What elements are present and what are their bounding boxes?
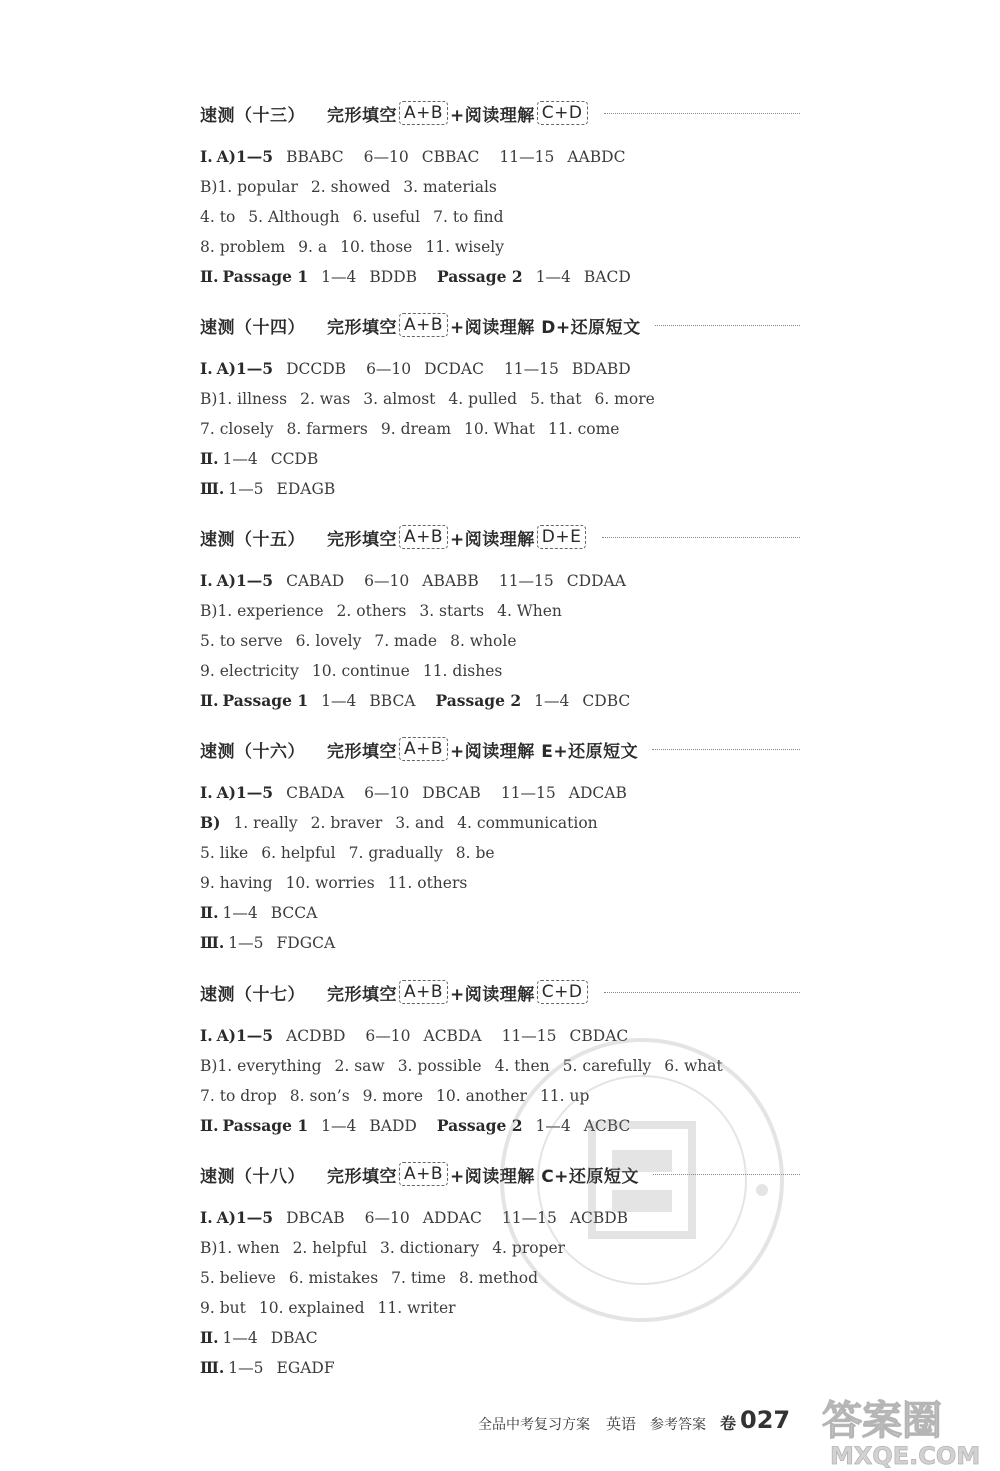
answer-range: 11—15 (503, 360, 559, 378)
section-15 (200, 522, 800, 716)
roman-numeral: Ⅱ. (200, 691, 219, 710)
answer-word: 7. to drop (200, 1087, 277, 1105)
answer-word: 11. others (387, 874, 468, 892)
answer-word: 2. others (336, 602, 407, 620)
answer-line (200, 172, 800, 202)
answer-word: 1. really (233, 814, 298, 832)
answer-range: A)1—5 (216, 571, 274, 590)
answer-range: 1—4 (535, 268, 571, 286)
answer-word: 4. proper (492, 1239, 566, 1257)
section-heading (200, 734, 800, 764)
answer-range: 1—4 (534, 692, 570, 710)
answer-line (200, 686, 800, 716)
answer-line (200, 626, 800, 656)
answer-word: 7. gradually (348, 844, 443, 862)
answer-word: 7. closely (200, 420, 274, 438)
roman-numeral: Ⅰ. (200, 783, 213, 802)
answer-line (200, 898, 800, 928)
section-14 (200, 310, 800, 504)
dotted-rule (604, 992, 800, 993)
footer-type: 参考答案 (650, 1417, 707, 1433)
heading-boxed-part: D+E (537, 525, 587, 549)
answer-word: 3. almost (363, 390, 436, 408)
answer-key: ABABB (422, 572, 479, 590)
watermark-line1: 答案圈 (822, 1398, 942, 1444)
answer-word: 5. carefully (562, 1057, 652, 1075)
answer-word: 5. to serve (200, 632, 283, 650)
answer-line (200, 232, 800, 262)
answer-range: 1—5 (228, 1359, 264, 1377)
answer-key: ACDBD (286, 1027, 346, 1045)
section-16 (200, 734, 800, 958)
passage-label: Passage 2 (436, 1116, 523, 1135)
answer-word: 8. be (455, 844, 495, 862)
answer-word: 4. pulled (448, 390, 518, 408)
roman-numeral: Ⅲ. (200, 479, 225, 498)
answer-word: 2. showed (310, 178, 391, 196)
answer-range: 1—4 (222, 904, 258, 922)
answer-word: 4. then (494, 1057, 550, 1075)
answer-range: A)1—5 (216, 1026, 274, 1045)
answer-key: DBCAB (286, 1209, 345, 1227)
answer-word: 9. but (200, 1299, 246, 1317)
answer-key: AABDC (567, 148, 626, 166)
answer-key: CABAD (286, 572, 345, 590)
answer-key: BCCA (270, 904, 318, 922)
answer-line (200, 566, 800, 596)
answer-word: 11. dishes (422, 662, 503, 680)
answer-word: 7. time (391, 1269, 446, 1287)
section-heading (200, 977, 800, 1007)
answer-line (200, 414, 800, 444)
answer-word: 9. more (362, 1087, 423, 1105)
answer-word: 8. son’s (289, 1087, 350, 1105)
answer-word: 9. electricity (200, 662, 299, 680)
answer-key: ADCAB (568, 784, 627, 802)
answer-range: 11—15 (499, 148, 555, 166)
answer-key: DCCDB (286, 360, 347, 378)
answer-word: 3. dictionary (380, 1239, 480, 1257)
answer-range: 6—10 (364, 1209, 410, 1227)
section-title: 速测（十六） (200, 741, 305, 762)
answer-line (200, 596, 800, 626)
answer-range: 6—10 (364, 572, 410, 590)
answer-range: 1—4 (222, 450, 258, 468)
heading-part: +阅读理解 C+还原短文 (450, 1166, 639, 1187)
heading-part: 完形填空 (327, 1166, 397, 1187)
roman-numeral: Ⅲ. (200, 1358, 225, 1377)
answer-range: A)1—5 (216, 1208, 274, 1227)
heading-part: 完形填空 (327, 984, 397, 1005)
passage-label: Passage 1 (222, 1116, 309, 1135)
heading-part: 完形填空 (327, 317, 397, 338)
answer-word: 8. farmers (286, 420, 368, 438)
answer-range: 6—10 (365, 1027, 411, 1045)
answer-word: 11. come (548, 420, 620, 438)
answer-range: 1—4 (535, 1117, 571, 1135)
answer-key: CCDB (270, 450, 319, 468)
answer-word: 7. to find (433, 208, 504, 226)
answer-word: 6. helpful (261, 844, 336, 862)
answer-range: 1—4 (222, 1329, 258, 1347)
dotted-rule (652, 749, 800, 750)
answer-range: 1—4 (321, 268, 357, 286)
answer-range: 6—10 (366, 360, 412, 378)
answer-key: BACD (583, 268, 631, 286)
section-title: 速测（十七） (200, 984, 305, 1005)
answer-line (200, 262, 800, 292)
heading-boxed-part: C+D (537, 101, 588, 125)
heading-part: +阅读理解 E+还原短文 (450, 741, 639, 762)
answer-key: EDAGB (276, 480, 336, 498)
page-footer (478, 1400, 790, 1434)
answer-word: 2. was (300, 390, 351, 408)
answer-word: 5. Although (248, 208, 340, 226)
passage-label: Passage 1 (222, 267, 309, 286)
answer-word: 3. materials (403, 178, 497, 196)
quality-stamp-icon (492, 1030, 792, 1330)
answer-word: 9. a (298, 238, 328, 256)
answer-word: 6. what (664, 1057, 723, 1075)
answer-range: 11—15 (498, 572, 554, 590)
footer-book-title: 全品中考复习方案 (478, 1417, 590, 1433)
passage-label: Passage 2 (437, 267, 523, 286)
section-title: 速测（十五） (200, 529, 305, 550)
answer-word: 10. another (436, 1087, 527, 1105)
roman-numeral: Ⅰ. (200, 359, 213, 378)
answer-key: ACBC (583, 1117, 631, 1135)
answer-range: 11—15 (501, 1027, 557, 1045)
answer-line (200, 778, 800, 808)
section-13 (200, 98, 800, 292)
roman-numeral: Ⅰ. (200, 1026, 213, 1045)
answer-key: ADDAC (422, 1209, 482, 1227)
answer-word: 2. helpful (292, 1239, 367, 1257)
section-title: 速测（十八） (200, 1166, 305, 1187)
watermark-logo-icon (818, 1388, 998, 1468)
answer-range: 6—10 (363, 148, 409, 166)
section-title: 速测（十三） (200, 105, 305, 126)
answer-word: 11. up (539, 1087, 590, 1105)
dotted-rule (604, 113, 800, 114)
answer-line (200, 444, 800, 474)
answer-line (200, 838, 800, 868)
footer-juan: 卷 (720, 1414, 737, 1433)
roman-numeral: Ⅲ. (200, 933, 225, 952)
answer-key: CDDAA (566, 572, 626, 590)
answer-range: A)1—5 (216, 783, 274, 802)
answer-word: 5. believe (200, 1269, 276, 1287)
answer-line (200, 808, 800, 838)
roman-numeral: Ⅰ. (200, 571, 213, 590)
answer-range: 1—5 (228, 480, 264, 498)
dotted-rule (655, 325, 800, 326)
heading-part: +阅读理解 (450, 984, 535, 1005)
answer-line (200, 354, 800, 384)
section-heading (200, 310, 800, 340)
answer-word: 6. mistakes (288, 1269, 379, 1287)
answer-key: ACBDA (423, 1027, 482, 1045)
answer-range: 1—4 (321, 1117, 357, 1135)
answer-word: 3. starts (419, 602, 485, 620)
page-number: 027 (740, 1406, 791, 1434)
section-title: 速测（十四） (200, 317, 305, 338)
answer-range: 6—10 (364, 784, 410, 802)
answer-range: A)1—5 (216, 359, 274, 378)
answer-word: 8. whole (450, 632, 517, 650)
answer-word: 3. and (395, 814, 445, 832)
footer-subject: 英语 (606, 1415, 637, 1433)
answer-word: 7. made (374, 632, 438, 650)
answer-key: BADD (369, 1117, 417, 1135)
answer-key: DBCAB (422, 784, 481, 802)
answer-key: BBABC (286, 148, 344, 166)
answer-word: 6. more (594, 390, 655, 408)
answer-key: BDDB (369, 268, 418, 286)
answer-word: 8. problem (200, 238, 286, 256)
answer-word: B)1. when (200, 1239, 280, 1257)
heading-part: 完形填空 (327, 529, 397, 550)
answer-word: B)1. everything (200, 1057, 322, 1075)
answer-range: A)1—5 (216, 147, 274, 166)
heading-part: +阅读理解 D+还原短文 (450, 317, 641, 338)
answer-range: 1—4 (321, 692, 357, 710)
answer-word: 9. having (200, 874, 273, 892)
answer-line (200, 656, 800, 686)
answer-word: 10. those (340, 238, 413, 256)
answer-key: CBBAC (421, 148, 480, 166)
answer-word: 5. that (530, 390, 582, 408)
dotted-rule (602, 537, 800, 538)
answer-line (200, 928, 800, 958)
answer-range: 11—15 (501, 1209, 557, 1227)
answer-word: B)1. popular (200, 178, 298, 196)
answer-word: 10. explained (258, 1299, 365, 1317)
answer-range: 11—15 (500, 784, 556, 802)
roman-numeral: Ⅱ. (200, 267, 219, 286)
answer-word: 11. writer (377, 1299, 456, 1317)
answer-key: ACBDB (569, 1209, 629, 1227)
answer-range: 1—5 (228, 934, 264, 952)
answer-key: CBDAC (569, 1027, 629, 1045)
roman-numeral: Ⅱ. (200, 449, 219, 468)
answer-key: BBCA (369, 692, 416, 710)
heading-boxed-part: A+B (399, 101, 448, 125)
answer-key: BDABD (571, 360, 631, 378)
answer-key: EGADF (276, 1359, 335, 1377)
section-heading (200, 522, 800, 552)
answer-line (200, 1353, 800, 1383)
heading-boxed-part: A+B (399, 1162, 448, 1186)
answer-word: 3. possible (397, 1057, 482, 1075)
answer-word: 5. like (200, 844, 249, 862)
roman-numeral: Ⅱ. (200, 903, 219, 922)
answer-word: 4. When (497, 602, 562, 620)
answer-word: 10. worries (285, 874, 375, 892)
roman-numeral: Ⅱ. (200, 1328, 219, 1347)
answer-range: B) (200, 813, 221, 832)
answer-line (200, 868, 800, 898)
answer-key: CDBC (582, 692, 631, 710)
heading-boxed-part: A+B (399, 313, 448, 337)
answer-word: 8. method (458, 1269, 538, 1287)
answer-word: 6. lovely (295, 632, 362, 650)
answer-line (200, 474, 800, 504)
section-heading (200, 98, 800, 128)
roman-numeral: Ⅱ. (200, 1116, 219, 1135)
heading-part: +阅读理解 (450, 529, 535, 550)
heading-boxed-part: C+D (537, 980, 588, 1004)
answer-line (200, 202, 800, 232)
answer-word: 10. continue (311, 662, 410, 680)
answer-word: 11. wisely (425, 238, 505, 256)
heading-part: +阅读理解 (450, 105, 535, 126)
answer-key: DCDAC (424, 360, 484, 378)
answer-word: 4. communication (457, 814, 598, 832)
roman-numeral: Ⅰ. (200, 1208, 213, 1227)
watermark-line2: MXQE.COM (830, 1442, 981, 1468)
answer-key: DBAC (270, 1329, 318, 1347)
answer-line (200, 142, 800, 172)
passage-label: Passage 2 (435, 691, 522, 710)
answer-word: 10. What (464, 420, 536, 438)
answer-word: 9. dream (380, 420, 452, 438)
answer-key: FDGCA (276, 934, 336, 952)
heading-part: 完形填空 (327, 741, 397, 762)
answer-key: CBADA (286, 784, 345, 802)
answer-word: 2. saw (334, 1057, 385, 1075)
answer-word: B)1. experience (200, 602, 324, 620)
roman-numeral: Ⅰ. (200, 147, 213, 166)
answer-word: 2. braver (310, 814, 383, 832)
passage-label: Passage 1 (222, 691, 309, 710)
answer-word: B)1. illness (200, 390, 288, 408)
heading-boxed-part: A+B (399, 525, 448, 549)
answer-word: 4. to (200, 208, 236, 226)
answer-word: 6. useful (352, 208, 421, 226)
heading-boxed-part: A+B (399, 980, 448, 1004)
heading-part: 完形填空 (327, 105, 397, 126)
heading-boxed-part: A+B (399, 737, 448, 761)
answer-line (200, 384, 800, 414)
